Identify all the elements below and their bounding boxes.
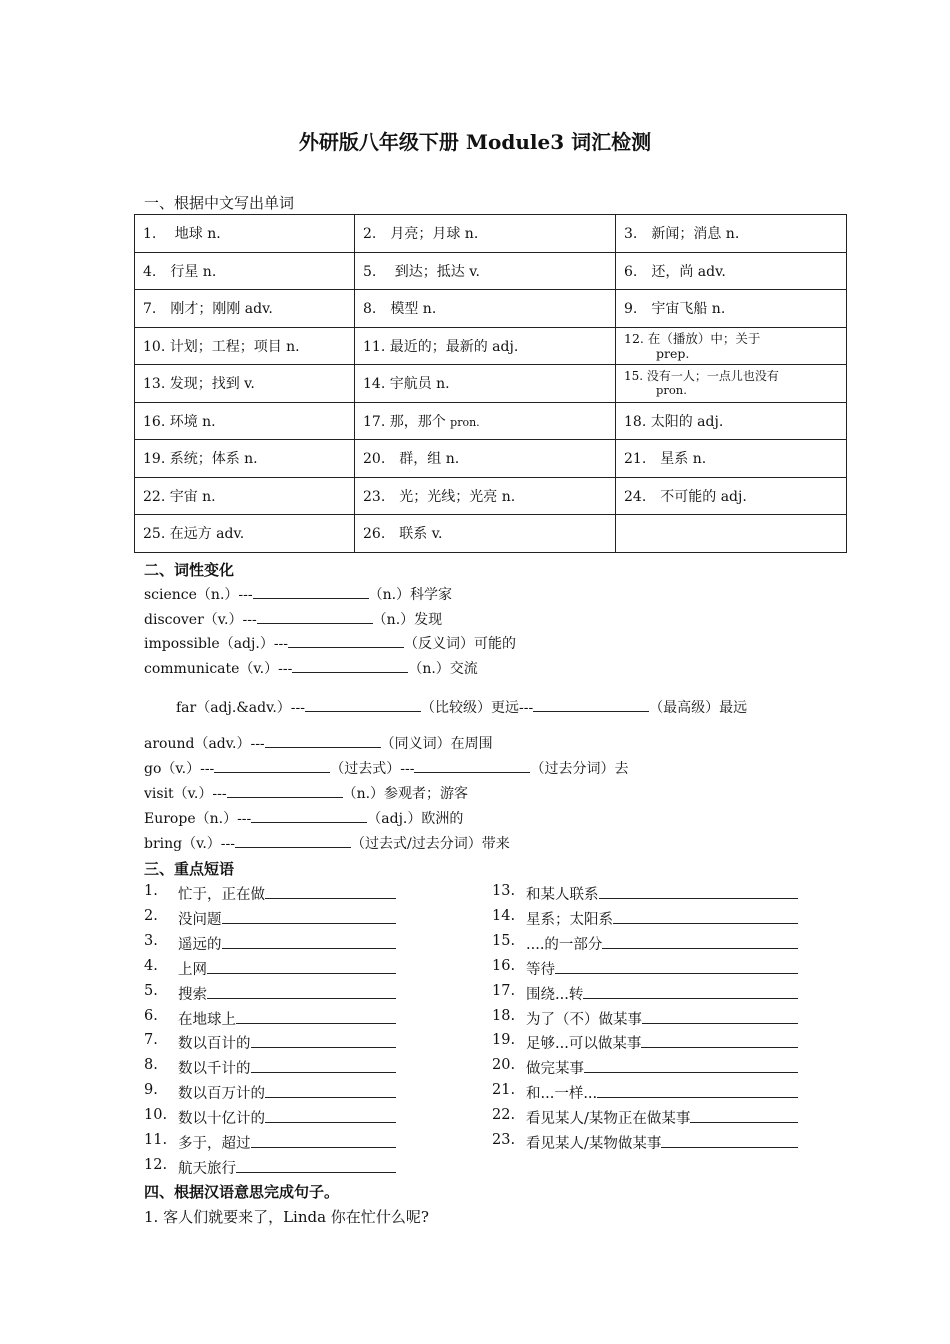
phrase-number: 2.: [144, 907, 158, 924]
phrase-number: 12.: [144, 1156, 168, 1173]
phrase-text: ....的一部分: [526, 936, 603, 953]
sentence-question-1: 1. 客人们就要来了，Linda 你在忙什么呢?: [144, 1208, 429, 1226]
answer-blank[interactable]: [292, 658, 408, 673]
phrase-text: 忙于，正在做: [178, 887, 265, 903]
vocab-cell: 2. 月亮；月球 n.: [355, 215, 616, 253]
vocab-cell-text: 12. 在（播放）中；关于: [624, 330, 761, 346]
phrase-number: 15.: [492, 932, 516, 949]
vocab-cell: 25. 在远方 adv.: [135, 515, 355, 553]
section1-heading: 一、根据中文写出单词: [144, 194, 295, 212]
phrase-text: 数以百计的: [178, 1036, 251, 1053]
section2-heading: 二、词性变化: [144, 561, 235, 579]
phrase-item: [144, 1132, 396, 1153]
phrase-text: 做完某事: [526, 1061, 584, 1078]
answer-blank[interactable]: [583, 983, 798, 999]
answer-blank[interactable]: [214, 758, 330, 773]
phrase-item: [492, 1107, 798, 1128]
answer-blank[interactable]: [251, 1057, 397, 1073]
table-row: [135, 477, 847, 515]
vocab-cell: 9. 宇宙飞船 n.: [616, 290, 847, 328]
phrase-text: 数以千计的: [178, 1061, 251, 1078]
vocab-cell: 7. 刚才；刚刚 adv.: [135, 290, 355, 328]
phrase-item: [144, 958, 396, 979]
answer-blank[interactable]: [251, 1132, 397, 1148]
pos-label: pron.: [450, 415, 480, 429]
phrase-text: 数以十亿计的: [178, 1111, 265, 1128]
phrase-item: [144, 908, 396, 929]
answer-blank[interactable]: [641, 1032, 798, 1048]
phrase-text: 等待: [526, 961, 555, 978]
word-form-item: science（n.）--- （n.）科学家: [144, 584, 452, 604]
answer-blank[interactable]: [584, 1057, 798, 1073]
word-form-item: go（v.）--- （过去式）--- （过去分词）去: [144, 758, 628, 778]
phrase-item: [492, 883, 798, 904]
answer-blank[interactable]: [265, 883, 396, 899]
phrase-text: 数以百万计的: [178, 1086, 265, 1103]
phrase-item: [492, 983, 798, 1004]
answer-blank[interactable]: [222, 908, 397, 924]
answer-blank[interactable]: [207, 958, 396, 974]
answer-blank[interactable]: [642, 1008, 798, 1024]
answer-blank[interactable]: [414, 758, 530, 773]
word-form-item: around（adv.）--- （同义词）在周围: [144, 733, 493, 753]
phrase-text: 足够...可以做某事: [526, 1036, 642, 1053]
answer-blank[interactable]: [265, 1082, 396, 1098]
vocab-cell: 19. 系统；体系 n.: [135, 440, 355, 478]
answer-blank[interactable]: [690, 1107, 798, 1123]
phrase-item: [492, 908, 798, 929]
phrase-item: [492, 1032, 798, 1053]
phrase-item: [144, 883, 396, 904]
phrase-item: [492, 1008, 798, 1029]
phrase-number: 10.: [144, 1107, 168, 1124]
answer-blank[interactable]: [257, 609, 373, 624]
phrase-text: 为了（不）做某事: [526, 1011, 642, 1028]
vocab-cell: 18. 太阳的 adj.: [616, 402, 847, 440]
phrase-item: [144, 1157, 396, 1178]
word-form-item: bring（v.）--- （过去式/过去分词）带来: [144, 833, 510, 853]
answer-blank[interactable]: [265, 733, 381, 748]
vocab-cell: 11. 最近的；最新的 adj.: [355, 327, 616, 365]
vocab-cell: [616, 327, 847, 365]
table-row: [135, 402, 847, 440]
phrase-number: 18.: [492, 1007, 516, 1024]
answer-blank[interactable]: [533, 697, 649, 712]
answer-blank[interactable]: [222, 933, 397, 949]
phrase-number: 7.: [144, 1032, 158, 1049]
phrase-item: [492, 1057, 798, 1078]
phrase-item: [492, 1132, 798, 1153]
phrase-number: 19.: [492, 1032, 516, 1049]
phrase-text: 没问题: [178, 911, 222, 928]
vocab-cell-text: 17. 那，那个: [363, 413, 446, 430]
table-row: [135, 440, 847, 478]
word-form-item: Europe（n.）--- （adj.）欧洲的: [144, 808, 463, 828]
page-title: 外研版八年级下册 Module3 词汇检测: [298, 130, 652, 154]
answer-blank[interactable]: [251, 1032, 397, 1048]
phrase-text: 和...一样...: [526, 1086, 598, 1103]
word-form-item: impossible（adj.）--- （反义词）可能的: [144, 633, 516, 653]
phrase-number: 5.: [144, 982, 158, 999]
table-row: [135, 515, 847, 553]
vocab-cell: 4. 行星 n.: [135, 252, 355, 290]
vocab-cell: 13. 发现；找到 v.: [135, 365, 355, 403]
answer-blank[interactable]: [207, 983, 396, 999]
phrase-text: 在地球上: [178, 1011, 236, 1028]
pos-label: prep.: [656, 345, 690, 361]
phrase-number: 21.: [492, 1082, 516, 1099]
phrase-text: 和某人联系: [526, 887, 599, 903]
phrase-text: 看见某人/某物正在做某事: [526, 1111, 691, 1128]
vocab-cell: 8. 模型 n.: [355, 290, 616, 328]
vocab-cell: 24. 不可能的 adj.: [616, 477, 847, 515]
phrase-text: 星系；太阳系: [526, 911, 613, 928]
phrase-item: [492, 1082, 798, 1103]
table-row: [135, 365, 847, 403]
vocab-cell: 26. 联系 v.: [355, 515, 616, 553]
vocab-cell: 1. 地球 n.: [135, 215, 355, 253]
phrase-number: 1.: [144, 883, 158, 899]
vocab-cell: [616, 515, 847, 553]
answer-blank[interactable]: [599, 883, 799, 899]
answer-blank[interactable]: [251, 808, 367, 823]
answer-blank[interactable]: [602, 933, 798, 949]
word-form-item: communicate（v.）--- （n.）交流: [144, 658, 478, 678]
answer-blank[interactable]: [305, 697, 421, 712]
phrase-text: 搜索: [178, 986, 207, 1003]
vocab-cell: 5. 到达；抵达 v.: [355, 252, 616, 290]
phrase-number: 23.: [492, 1132, 516, 1148]
phrase-number: 14.: [492, 907, 516, 924]
phrase-number: 11.: [144, 1132, 168, 1148]
phrase-number: 9.: [144, 1082, 158, 1099]
phrase-item: [492, 933, 798, 954]
phrase-item: [492, 958, 798, 979]
phrase-number: 8.: [144, 1057, 158, 1074]
word-form-item: far（adj.&adv.）--- （比较级）更远--- （最高级）最远: [176, 697, 747, 717]
answer-blank[interactable]: [236, 1008, 396, 1024]
section4-heading: 四、根据汉语意思完成句子。: [144, 1183, 340, 1201]
answer-blank[interactable]: [613, 908, 798, 924]
word-form-item: visit（v.）--- （n.）参观者；游客: [144, 783, 468, 803]
phrase-item: [144, 1057, 396, 1078]
vocab-cell: 16. 环境 n.: [135, 402, 355, 440]
answer-blank[interactable]: [265, 1107, 396, 1123]
vocab-cell: 3. 新闻；消息 n.: [616, 215, 847, 253]
table-row: [135, 290, 847, 328]
section3-heading: 三、重点短语: [144, 860, 235, 878]
phrase-number: 16.: [492, 957, 516, 974]
phrase-text: 多于，超过: [178, 1136, 251, 1152]
vocab-cell: 21. 星系 n.: [616, 440, 847, 478]
answer-blank[interactable]: [253, 584, 369, 599]
phrase-number: 13.: [492, 883, 516, 899]
phrase-text: 航天旅行: [178, 1160, 236, 1177]
vocab-cell-text: 15. 没有一人；一点儿也没有: [624, 369, 779, 384]
answer-blank[interactable]: [555, 958, 798, 974]
answer-blank[interactable]: [236, 1157, 396, 1173]
phrase-number: 3.: [144, 932, 158, 949]
answer-blank[interactable]: [288, 633, 404, 648]
table-row: [135, 215, 847, 253]
phrase-item: [144, 1082, 396, 1103]
vocab-cell: 6. 还，尚 adv.: [616, 252, 847, 290]
vocab-cell: 10. 计划；工程；项目 n.: [135, 327, 355, 365]
phrase-number: 20.: [492, 1057, 516, 1074]
answer-blank[interactable]: [661, 1132, 798, 1148]
phrase-text: 围绕...转: [526, 986, 584, 1003]
phrase-item: [144, 933, 396, 954]
phrase-number: 4.: [144, 957, 158, 974]
phrase-text: 遥远的: [178, 936, 222, 953]
pos-label: pron.: [656, 383, 687, 398]
phrase-number: 22.: [492, 1107, 516, 1124]
phrase-text: 看见某人/某物做某事: [526, 1136, 662, 1152]
vocab-cell: [616, 365, 847, 403]
answer-blank[interactable]: [597, 1082, 798, 1098]
vocab-cell: 23. 光；光线；光亮 n.: [355, 477, 616, 515]
vocab-cell: [355, 402, 616, 440]
answer-blank[interactable]: [235, 833, 351, 848]
vocab-cell: 22. 宇宙 n.: [135, 477, 355, 515]
phrase-item: [144, 1008, 396, 1029]
vocab-cell: 20. 群，组 n.: [355, 440, 616, 478]
vocab-cell: 14. 宇航员 n.: [355, 365, 616, 403]
vocab-table: [134, 214, 847, 553]
answer-blank[interactable]: [227, 783, 343, 798]
phrase-number: 17.: [492, 982, 516, 999]
phrase-number: 6.: [144, 1007, 158, 1024]
table-row: [135, 252, 847, 290]
phrase-item: [144, 1032, 396, 1053]
phrase-item: [144, 983, 396, 1004]
phrase-item: [144, 1107, 396, 1128]
phrase-text: 上网: [178, 961, 207, 978]
table-row: [135, 327, 847, 365]
word-form-item: discover（v.）--- （n.）发现: [144, 609, 442, 629]
